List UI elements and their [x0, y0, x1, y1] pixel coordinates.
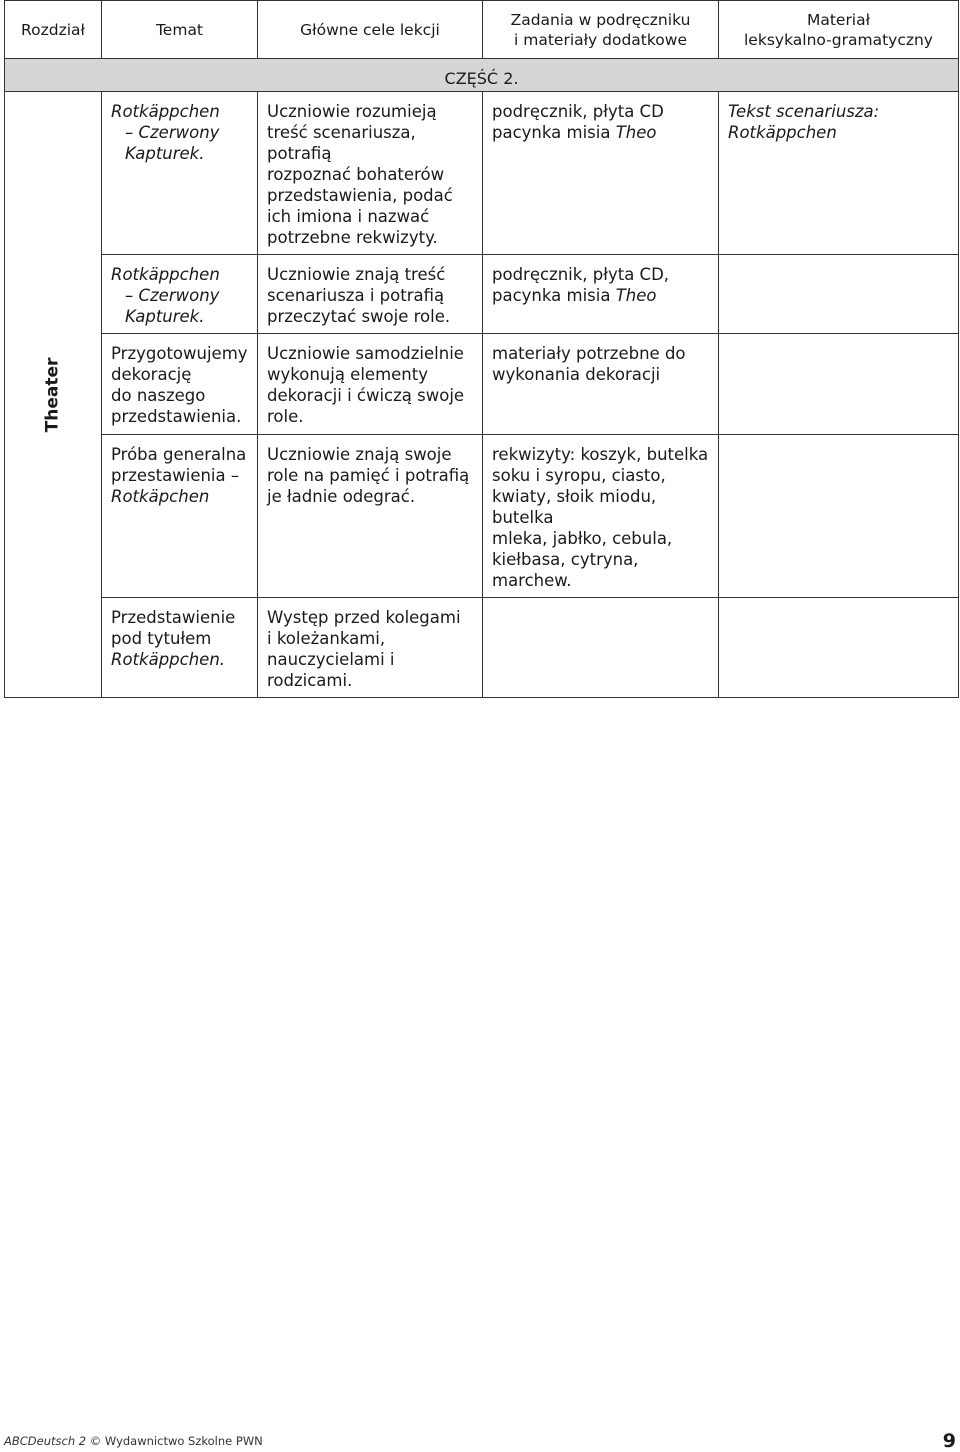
header-temat: Temat: [102, 1, 258, 59]
table-row: [5, 255, 959, 334]
lesson-plan-table: [4, 0, 959, 698]
temat-cell: Rotkäppchen – Czerwony Kapturek.: [102, 92, 258, 255]
material-cell: [719, 435, 959, 598]
temat-cell: Przygotowujemy dekorację do naszego przedstawienia.: [102, 334, 258, 435]
zadania-cell: materiały potrzebne do wykonania dekoracji: [483, 334, 719, 435]
table-row: [5, 92, 959, 255]
zadania-cell: [483, 598, 719, 698]
zadania-cell: podręcznik, płyta CD, pacynka misia Theo: [483, 255, 719, 334]
footer: [4, 1434, 263, 1448]
material-cell: [719, 255, 959, 334]
header-material: Materiał leksykalno-gramatyczny: [719, 1, 959, 59]
page-number: 9: [942, 1430, 956, 1452]
header-zadania: Zadania w podręczniku i materiały dodatkowe: [483, 1, 719, 59]
chapter-label: Theater: [42, 357, 63, 432]
part-row: [5, 59, 959, 92]
header-cele: Główne cele lekcji: [258, 1, 483, 59]
table-row: [5, 435, 959, 598]
footer-title: ABCDeutsch 2: [4, 1434, 87, 1448]
header-rozdzial: Rozdział: [5, 1, 102, 59]
cele-cell: Uczniowie znają treść scenariusza i potrafią przeczytać swoje role.: [258, 255, 483, 334]
temat-cell: Rotkäppchen – Czerwony Kapturek.: [102, 255, 258, 334]
temat-cell: Przedstawienie pod tytułem Rotkäppchen.: [102, 598, 258, 698]
table-header-row: [5, 1, 959, 59]
cele-cell: Uczniowie rozumieją treść scenariusza, potrafią rozpoznać bohaterów przedstawienia, podać ich imiona i nazwać potrzebne rekwizyty.: [258, 92, 483, 255]
temat-cell: Próba generalna przestawienia – Rotkäpchen: [102, 435, 258, 598]
cele-cell: Uczniowie samodzielnie wykonują elementy dekoracji i ćwiczą swoje role.: [258, 334, 483, 435]
footer-copyright: © Wydawnictwo Szkolne PWN: [89, 1434, 263, 1448]
part-label-cell: [5, 59, 959, 92]
zadania-cell: podręcznik, płyta CD pacynka misia Theo: [483, 92, 719, 255]
material-cell: [719, 334, 959, 435]
cele-cell: Występ przed kolegami i koleżankami, nauczycielami i rodzicami.: [258, 598, 483, 698]
material-cell: Tekst scenariusza: Rotkäppchen: [719, 92, 959, 255]
zadania-cell: rekwizyty: koszyk, butelka soku i syropu, ciasto, kwiaty, słoik miodu, butelka mleka, jabłko, cebula, kiełbasa, cytryna, marchew.: [483, 435, 719, 598]
part-label: CZĘŚĆ 2.: [444, 69, 519, 88]
table-row: [5, 598, 959, 698]
material-cell: [719, 598, 959, 698]
chapter-cell: [5, 92, 102, 698]
cele-cell: Uczniowie znają swoje role na pamięć i potrafią je ładnie odegrać.: [258, 435, 483, 598]
table-row: [5, 334, 959, 435]
